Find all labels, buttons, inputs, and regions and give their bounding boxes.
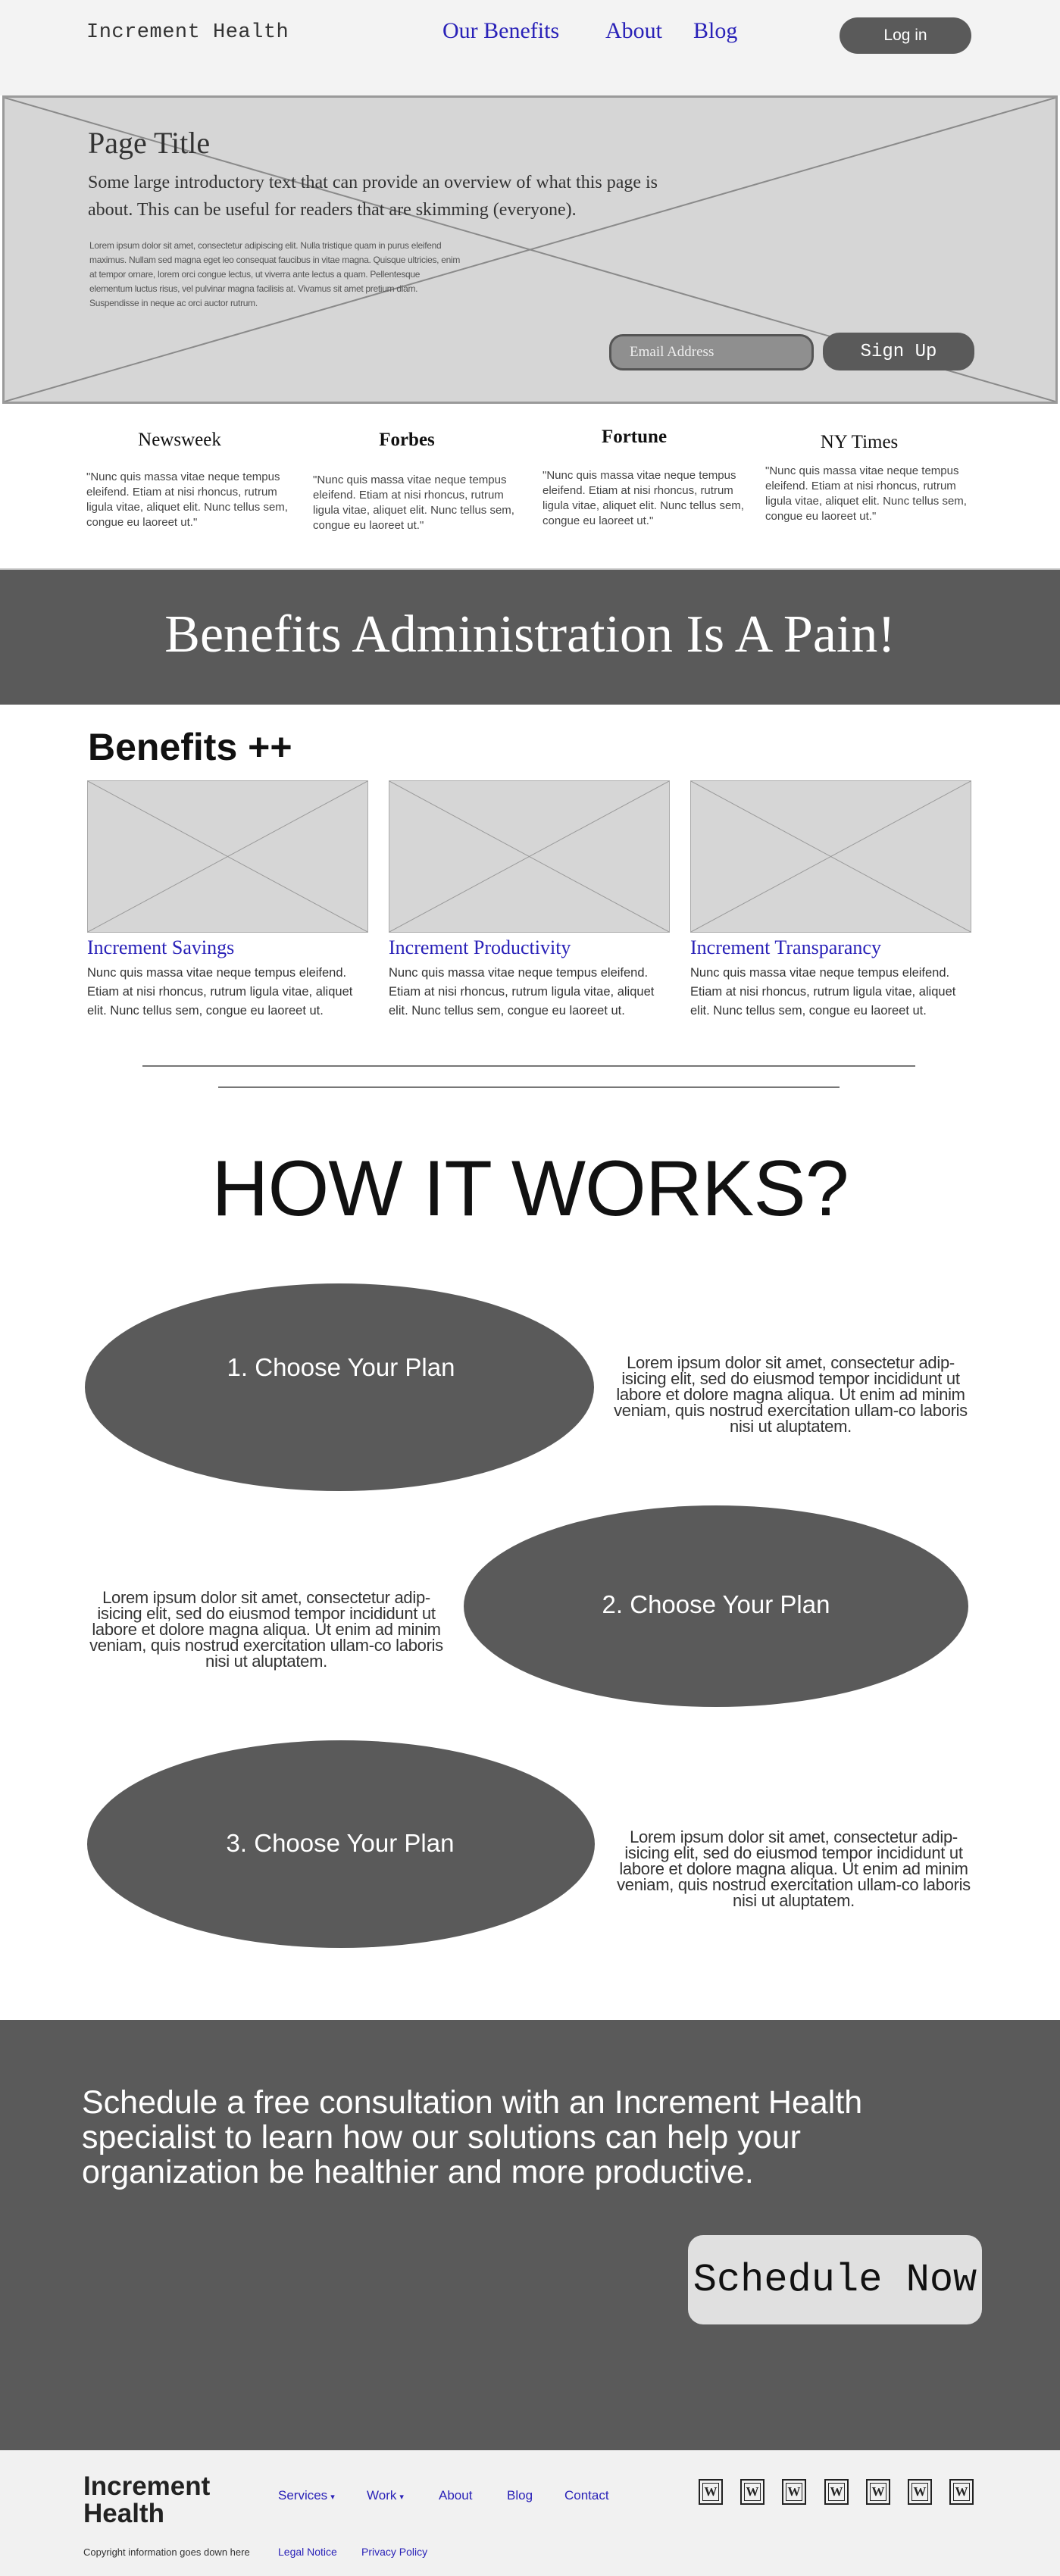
step-1-label: 1. Choose Your Plan bbox=[227, 1353, 455, 1381]
step-2-label: 2. Choose Your Plan bbox=[602, 1590, 830, 1618]
social-glyph: W bbox=[828, 2483, 845, 2501]
social-glyph: W bbox=[744, 2483, 761, 2501]
cta-text: Schedule a free consultation with an Increment Health specialist to learn how our solutions can help your organization be healthier and more productive. bbox=[82, 2084, 863, 2190]
social-glyph: W bbox=[702, 2483, 719, 2501]
divider bbox=[142, 1065, 915, 1067]
hero-body-text: Lorem ipsum dolor sit amet, consectetur adipiscing elit. Nulla tristique quam in purus eleifend maximus. Nullam sed magna eget leo consequat faucibus in vitae magna. Quisque ultricies, enim at tempor ornare, lorem orci congue lectus, ut viverra ante lectus a quam. Pellentesque elementum luctus risus, vel pulvinar magna facilisis at. Vivamus sit amet pretium diam. Suspendisse in neque ac orci auctor rutrum. bbox=[89, 240, 461, 308]
benefit-title-productivity[interactable]: Increment Productivity bbox=[389, 936, 571, 958]
benefit-image-placeholder bbox=[87, 780, 368, 933]
step-3-label: 3. Choose Your Plan bbox=[226, 1829, 455, 1857]
pain-banner bbox=[0, 570, 1060, 705]
benefit-title-transparancy[interactable]: Increment Transparancy bbox=[690, 936, 881, 958]
legal-notice-link[interactable]: Legal Notice bbox=[278, 2546, 337, 2558]
social-glyph: W bbox=[953, 2483, 970, 2501]
pain-banner-heading: Benefits Administration Is A Pain! bbox=[164, 605, 896, 664]
privacy-policy-link[interactable]: Privacy Policy bbox=[361, 2546, 428, 2558]
press-name-forbes: Forbes bbox=[379, 430, 435, 450]
social-icon-4[interactable] bbox=[824, 2479, 849, 2505]
footer-brand[interactable]: Increment Health bbox=[83, 2471, 211, 2528]
social-glyph: W bbox=[786, 2483, 802, 2501]
footer-link-about[interactable]: About bbox=[439, 2488, 473, 2503]
caret-down-icon: ▾ bbox=[399, 2493, 404, 2502]
footer-link-contact[interactable]: Contact bbox=[564, 2488, 609, 2503]
benefit-image-placeholder bbox=[690, 780, 971, 933]
benefit-image-placeholder bbox=[389, 780, 670, 933]
hero-intro-text: Some large introductory text that can provide an overview of what this page is about. This can be useful for readers that are skimming (everyone). bbox=[88, 173, 658, 220]
social-icon-1[interactable] bbox=[699, 2479, 723, 2505]
schedule-now-button[interactable]: Schedule Now bbox=[688, 2235, 982, 2324]
page-title: Page Title bbox=[88, 126, 211, 160]
site-logo[interactable]: Increment Health bbox=[86, 21, 289, 44]
step-2-ellipse bbox=[464, 1505, 968, 1707]
caret-down-icon: ▾ bbox=[330, 2493, 335, 2502]
footer-link-label: Work bbox=[367, 2488, 397, 2503]
how-it-works-heading: HOW IT WORKS? bbox=[211, 1145, 849, 1233]
press-quote: "Nunc quis massa vitae neque tempus eleifend. Etiam at nisi rhoncus, rutrum ligula vitae, aliquet elit. Nunc tellus sem, congue eu laoreet ut." bbox=[86, 470, 288, 529]
step-1-text: Lorem ipsum dolor sit amet, consectetur adip-isicing elit, sed do eiusmod tempor incididunt ut labore et dolore magna aliqua. Ut enim ad minim veniam, quis nostrud exercitation ullam-co laboris nisi ut aluptatem. bbox=[614, 1353, 968, 1436]
login-button[interactable]: Log in bbox=[840, 17, 971, 54]
social-icon-3[interactable] bbox=[782, 2479, 806, 2505]
press-name-ny-times: NY Times bbox=[820, 432, 899, 452]
social-glyph: W bbox=[870, 2483, 886, 2501]
press-name-fortune: Fortune bbox=[601, 427, 668, 447]
sign-up-button[interactable]: Sign Up bbox=[823, 333, 974, 370]
cta-section bbox=[0, 2020, 1060, 2450]
nav-our-benefits[interactable]: Our Benefits bbox=[442, 18, 560, 43]
divider bbox=[218, 1086, 840, 1088]
social-icon-6[interactable] bbox=[908, 2479, 932, 2505]
social-icon-2[interactable] bbox=[740, 2479, 765, 2505]
press-name-newsweek: Newsweek bbox=[138, 430, 221, 450]
benefit-title-savings[interactable]: Increment Savings bbox=[87, 936, 235, 958]
press-quote: "Nunc quis massa vitae neque tempus eleifend. Etiam at nisi rhoncus, rutrum ligula vitae, aliquet elit. Nunc tellus sem, congue eu laoreet ut." bbox=[765, 464, 967, 523]
email-input[interactable]: Email Address bbox=[609, 334, 814, 370]
press-quote: "Nunc quis massa vitae neque tempus eleifend. Etiam at nisi rhoncus, rutrum ligula vitae, aliquet elit. Nunc tellus sem, congue eu laoreet ut." bbox=[313, 474, 514, 532]
step-2-text: Lorem ipsum dolor sit amet, consectetur adip-isicing elit, sed do eiusmod tempor incididunt ut labore et dolore magna aliqua. Ut enim ad minim veniam, quis nostrud exercitation ullam-co laboris nisi ut aluptatem. bbox=[89, 1588, 443, 1671]
footer-link-work[interactable] bbox=[367, 2488, 404, 2503]
step-3-text: Lorem ipsum dolor sit amet, consectetur adip-isicing elit, sed do eiusmod tempor incididunt ut labore et dolore magna aliqua. Ut enim ad minim veniam, quis nostrud exercitation ullam-co laboris nisi ut aluptatem. bbox=[617, 1827, 971, 1910]
footer-link-blog[interactable]: Blog bbox=[507, 2488, 533, 2503]
step-1-ellipse bbox=[85, 1283, 594, 1491]
nav-blog[interactable]: Blog bbox=[693, 18, 738, 43]
social-icon-7[interactable] bbox=[949, 2479, 974, 2505]
benefit-description: Nunc quis massa vitae neque tempus eleifend. Etiam at nisi rhoncus, rutrum ligula vitae, aliquet elit. Nunc tellus sem, congue eu laoreet ut. bbox=[87, 966, 353, 1018]
social-icon-5[interactable] bbox=[866, 2479, 890, 2505]
benefit-description: Nunc quis massa vitae neque tempus eleifend. Etiam at nisi rhoncus, rutrum ligula vitae, aliquet elit. Nunc tellus sem, congue eu laoreet ut. bbox=[690, 966, 956, 1018]
site-header bbox=[0, 0, 1060, 95]
step-3-ellipse bbox=[87, 1740, 595, 1948]
benefit-description: Nunc quis massa vitae neque tempus eleifend. Etiam at nisi rhoncus, rutrum ligula vitae, aliquet elit. Nunc tellus sem, congue eu laoreet ut. bbox=[389, 966, 655, 1018]
social-glyph: W bbox=[911, 2483, 928, 2501]
benefits-heading: Benefits ++ bbox=[88, 726, 292, 768]
nav-about[interactable]: About bbox=[605, 18, 662, 43]
press-quote: "Nunc quis massa vitae neque tempus eleifend. Etiam at nisi rhoncus, rutrum ligula vitae, aliquet elit. Nunc tellus sem, congue eu laoreet ut." bbox=[543, 469, 744, 527]
footer-link-services[interactable] bbox=[278, 2488, 335, 2503]
footer-link-label: Services bbox=[278, 2488, 328, 2503]
site-footer bbox=[0, 2450, 1060, 2576]
hero-section bbox=[2, 95, 1058, 404]
copyright-text: Copyright information goes down here bbox=[83, 2546, 250, 2558]
